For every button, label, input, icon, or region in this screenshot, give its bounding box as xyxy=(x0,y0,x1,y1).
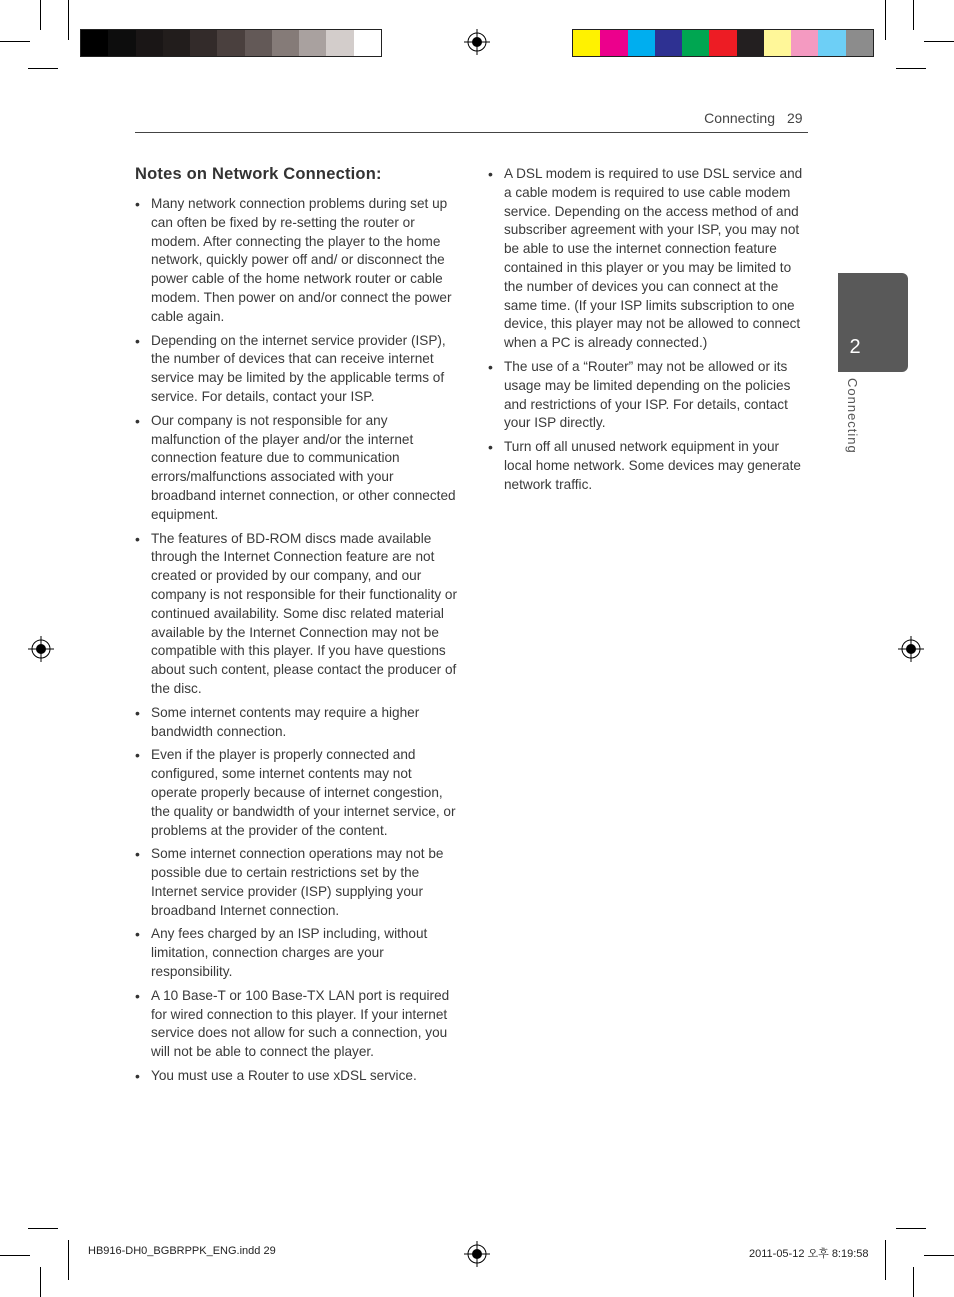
crop-mark xyxy=(28,68,58,69)
color-swatch xyxy=(217,30,244,56)
registration-mark-icon xyxy=(464,29,490,55)
color-swatch xyxy=(163,30,190,56)
color-swatch xyxy=(573,30,600,56)
crop-mark xyxy=(28,1228,58,1229)
crop-mark xyxy=(896,68,926,69)
list-item: • Some internet contents may require a higher bandwidth connection. xyxy=(135,704,457,742)
color-swatch xyxy=(709,30,736,56)
color-swatch xyxy=(628,30,655,56)
color-swatch xyxy=(108,30,135,56)
crop-mark xyxy=(924,41,954,42)
left-notes-list xyxy=(135,195,457,1086)
list-item: • The features of BD-ROM discs made available through the Internet Connection feature are not created or provided by our company, and our company is not responsible for their functionality or continued availability. Some disc related material available by the Internet Connection may not be compatible with this player. If you have questions about such content, please contact the producer of the disc. xyxy=(135,530,457,699)
right-notes-list xyxy=(488,165,810,495)
list-item: • Turn off all unused network equipment in your local home network. Some devices may generate network traffic. xyxy=(488,438,810,494)
crop-mark xyxy=(885,0,886,40)
color-swatch xyxy=(245,30,272,56)
color-swatch xyxy=(81,30,108,56)
section-title: Notes on Network Connection: xyxy=(135,165,382,183)
page-number: 29 xyxy=(787,110,803,126)
list-item: • Any fees charged by an ISP including, without limitation, connection charges are your responsibility. xyxy=(135,925,457,981)
grayscale-color-bar xyxy=(80,29,382,57)
crop-mark xyxy=(913,0,914,30)
left-column xyxy=(135,165,457,1091)
color-swatch xyxy=(600,30,627,56)
crop-mark xyxy=(0,41,30,42)
footer-timestamp: 2011-05-12 오후 8:19:58 xyxy=(749,1248,869,1260)
color-swatch xyxy=(326,30,353,56)
cmyk-color-bar xyxy=(572,29,874,57)
color-swatch xyxy=(682,30,709,56)
color-swatch xyxy=(846,30,873,56)
crop-mark xyxy=(40,0,41,30)
color-swatch xyxy=(272,30,299,56)
right-column xyxy=(488,165,810,500)
list-item: • Many network connection problems during set up can often be fixed by re-setting the router or modem. After connecting the player to the home network, quickly power off and/ or disconnect the power cable of the home network router or cable modem. Then power on and/or connect the power cable again. xyxy=(135,195,457,327)
footer-file-name: HB916-DH0_BGBRPPK_ENG.indd 29 xyxy=(88,1245,276,1257)
list-item: • Depending on the internet service provider (ISP), the number of devices that can receive internet service may be limited by the applicable terms of service. For details, contact your ISP. xyxy=(135,332,457,407)
crop-mark xyxy=(40,1267,41,1297)
registration-mark-icon xyxy=(898,636,924,662)
list-item: • Even if the player is properly connected and configured, some internet contents may not operate properly because of internet congestion, the quality or bandwidth of your internet service, or problems at the provider of the content. xyxy=(135,746,457,840)
color-swatch xyxy=(818,30,845,56)
color-swatch xyxy=(655,30,682,56)
header-divider xyxy=(135,132,808,133)
color-swatch xyxy=(354,30,381,56)
chapter-number: 2 xyxy=(849,336,861,358)
crop-mark xyxy=(0,1255,30,1256)
registration-mark-icon xyxy=(28,636,54,662)
list-item: • Our company is not responsible for any malfunction of the player and/or the internet connection feature due to communication errors/malfunctions associated with your broadband internet connection, or other connected equipment. xyxy=(135,412,457,525)
list-item: • A DSL modem is required to use DSL service and a cable modem is required to use cable modem service. Depending on the access method of and subscriber agreement with your ISP, you may not be able to use the internet connection feature contained in this player or you may be limited to the number of devices you can connect at the same time. (If your ISP limits subscription to one device, this player may not be allowed to connect when a PC is already connected.) xyxy=(488,165,810,353)
color-swatch xyxy=(764,30,791,56)
color-swatch xyxy=(190,30,217,56)
chapter-label: Connecting xyxy=(845,378,860,454)
color-swatch xyxy=(791,30,818,56)
crop-mark xyxy=(896,1228,926,1229)
list-item: • A 10 Base-T or 100 Base-TX LAN port is required for wired connection to this player. If your internet service does not allow for such a connection, you will not be able to connect the player. xyxy=(135,987,457,1062)
crop-mark xyxy=(924,1255,954,1256)
color-swatch xyxy=(737,30,764,56)
list-item: • You must use a Router to use xDSL service. xyxy=(135,1067,457,1086)
crop-mark xyxy=(913,1267,914,1297)
header-section-name: Connecting xyxy=(704,110,775,126)
color-swatch xyxy=(136,30,163,56)
list-item: • The use of a “Router” may not be allowed or its usage may be limited depending on the policies and restrictions of your ISP. For details, contact your ISP directly. xyxy=(488,358,810,433)
crop-mark xyxy=(885,1240,886,1280)
crop-mark xyxy=(68,1240,69,1280)
registration-mark-icon xyxy=(464,1241,490,1267)
crop-mark xyxy=(68,0,69,40)
list-item: • Some internet connection operations may not be possible due to certain restrictions set by the Internet service provider (ISP) supplying your broadband Internet connection. xyxy=(135,845,457,920)
color-swatch xyxy=(299,30,326,56)
